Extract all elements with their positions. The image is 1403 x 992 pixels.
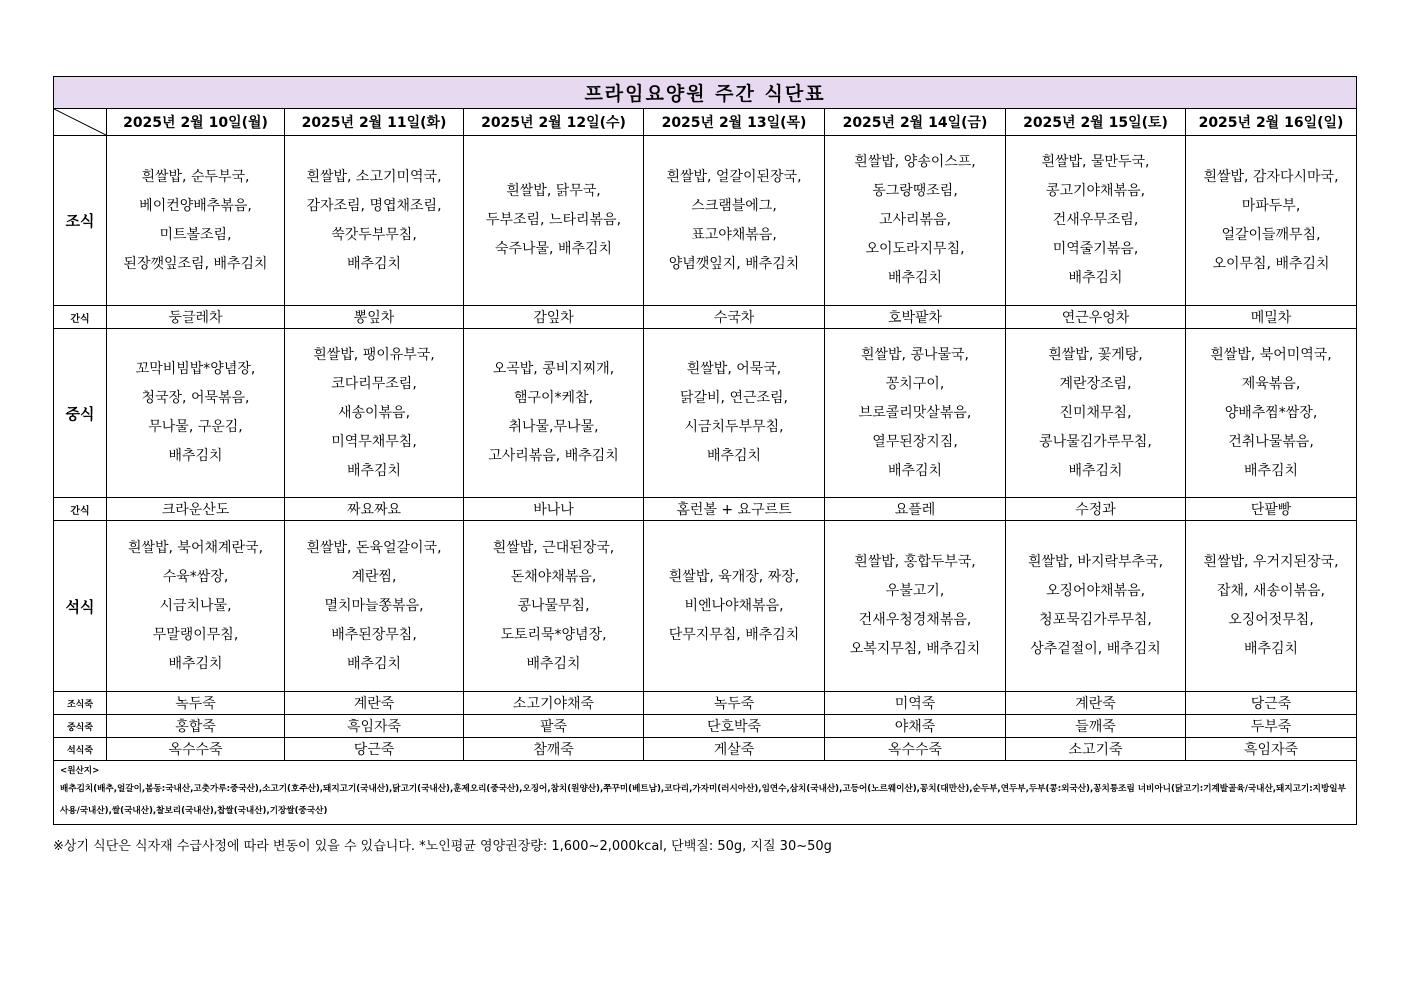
menu-item: 고사리볶음, [878, 212, 952, 228]
row-porridge_dinner [54, 738, 1357, 761]
meal-cell [1186, 136, 1357, 306]
menu-item: 된장깻잎조림, 배추김치 [123, 255, 268, 272]
corner-cell [54, 109, 107, 136]
row-label: 중식 [54, 329, 107, 498]
date-header: 2025년 2월 13일(목) [644, 109, 825, 136]
meal-cell [285, 329, 464, 498]
menu-item: 흰쌀밥, 북어채계란국, [127, 539, 264, 556]
menu-item: 배추김치 [1243, 462, 1299, 479]
menu-item: 청국장, 어묵볶음, [141, 390, 250, 406]
cell-snack_am: 연근우엉차 [1006, 306, 1186, 329]
cell-porridge_breakfast: 녹두죽 [644, 692, 825, 715]
menu-item: 우불고기, [885, 583, 945, 599]
origin-row [54, 761, 1357, 825]
menu-item: 오징어야채볶음, [1045, 583, 1146, 599]
cell-snack_am: 뽕잎차 [285, 306, 464, 329]
menu-item: 시금치나물, [159, 597, 232, 614]
cell-porridge_lunch: 단호박죽 [644, 715, 825, 738]
cell-porridge_lunch: 야채죽 [825, 715, 1006, 738]
meal-cell [1006, 329, 1186, 498]
menu-item: 쑥갓두부무침, [331, 226, 417, 243]
menu-item: 배추김치 [346, 255, 402, 272]
row-label: 석식죽 [54, 738, 107, 761]
menu-item: 흰쌀밥, 돈육얼갈이국, [306, 539, 442, 556]
date-header: 2025년 2월 12일(수) [464, 109, 644, 136]
menu-item: 브로콜리맛살볶음, [858, 404, 972, 421]
cell-snack_pm: 바나나 [464, 498, 644, 521]
menu-item: 배추김치 [887, 270, 943, 286]
cell-porridge_dinner: 흑임자죽 [1186, 738, 1357, 761]
menu-item: 스크램블에그, [691, 197, 777, 214]
menu-item: 건새우무조림, [1052, 212, 1139, 228]
menu-item: 건새우청경채볶음, [858, 612, 972, 628]
cell-porridge_breakfast: 소고기야채죽 [464, 692, 644, 715]
footnote: ※상기 식단은 식자재 수급사정에 따라 변동이 있을 수 있습니다. *노인평균 영양권장량: 1,600~2,000kcal, 단백질: 50g, 지질 30~50g [53, 839, 832, 854]
cell-porridge_dinner: 옥수수죽 [825, 738, 1006, 761]
menu-item: 배추김치 [1243, 641, 1299, 657]
menu-item: 수육*쌈장, [162, 568, 229, 585]
menu-item: 상추겉절이, 배추김치 [1030, 641, 1161, 657]
cell-snack_am: 수국차 [644, 306, 825, 329]
meal-cell [644, 329, 825, 498]
row-label: 간식 [54, 306, 107, 329]
menu-item: 마파두부, [1241, 197, 1301, 214]
meal-row-breakfast [54, 136, 1357, 306]
menu-item: 배추김치 [706, 448, 762, 464]
cell-snack_pm: 짜요짜요 [285, 498, 464, 521]
menu-item: 얼갈이들깨무침, [1221, 226, 1321, 243]
row-label: 중식죽 [54, 715, 107, 738]
meal-cell [825, 136, 1006, 306]
meal-cell [285, 521, 464, 692]
cell-porridge_dinner: 소고기죽 [1006, 738, 1186, 761]
menu-item: 흰쌀밥, 홍합두부국, [854, 554, 976, 570]
menu-item: 흰쌀밥, 소고기미역국, [306, 168, 442, 185]
row-porridge_breakfast [54, 692, 1357, 715]
menu-item: 배추김치 [526, 655, 581, 672]
date-header: 2025년 2월 14일(금) [825, 109, 1006, 136]
menu-item: 베이컨양배추볶음, [139, 197, 252, 214]
date-header: 2025년 2월 15일(토) [1006, 109, 1186, 136]
cell-porridge_breakfast: 당근죽 [1186, 692, 1357, 715]
menu-item: 흰쌀밥, 닭무국, [506, 183, 601, 199]
menu-item: 오복지무침, 배추김치 [849, 641, 981, 657]
meal-cell [107, 136, 285, 306]
cell-porridge_breakfast: 계란죽 [1006, 692, 1186, 715]
cell-snack_pm: 단팥빵 [1186, 498, 1357, 521]
menu-item: 고사리볶음, 배추김치 [488, 448, 619, 464]
menu-item: 미트볼조림, [159, 226, 232, 243]
cell-porridge_lunch: 홍합죽 [107, 715, 285, 738]
menu-item: 표고야채볶음, [691, 226, 777, 243]
menu-item: 계란찜, [351, 568, 397, 585]
menu-item: 새송이볶음, [337, 404, 411, 421]
menu-item: 흰쌀밥, 바지락부추국, [1027, 554, 1164, 570]
cell-porridge_lunch: 팥죽 [464, 715, 644, 738]
meal-cell [464, 136, 644, 306]
menu-item: 비엔나야채볶음, [684, 597, 784, 614]
menu-item: 꼬막비빔밥*양념장, [135, 361, 256, 377]
menu-item: 흰쌀밥, 우거지된장국, [1203, 554, 1339, 570]
menu-item: 무나물, 구운김, [148, 419, 243, 435]
cell-porridge_lunch: 흑임자죽 [285, 715, 464, 738]
meal-cell [825, 521, 1006, 692]
cell-snack_pm: 홈런볼 + 요구르트 [644, 498, 825, 521]
meal-cell [1186, 329, 1357, 498]
menu-item: 흰쌀밥, 근대된장국, [492, 539, 615, 556]
menu-item: 코다리무조림, [331, 375, 417, 392]
date-header: 2025년 2월 10일(월) [107, 109, 285, 136]
cell-snack_am: 감잎차 [464, 306, 644, 329]
meal-cell [825, 329, 1006, 498]
menu-item: 배추김치 [346, 462, 402, 479]
menu-item: 돈채야채볶음, [510, 568, 597, 585]
meal-cell [107, 521, 285, 692]
cell-porridge_lunch: 두부죽 [1186, 715, 1357, 738]
meal-cell [464, 329, 644, 498]
menu-item: 양배추찜*쌈장, [1224, 404, 1318, 421]
menu-item: 닭갈비, 연근조림, [679, 390, 789, 406]
cell-snack_pm: 크라운산도 [107, 498, 285, 521]
menu-item: 미역줄기볶음, [1052, 241, 1139, 257]
menu-item: 숙주나물, 배추김치 [494, 241, 613, 257]
menu-item: 단무지무침, 배추김치 [668, 626, 800, 643]
menu-item: 흰쌀밥, 어묵국, [686, 361, 782, 377]
meal-cell [1006, 136, 1186, 306]
menu-item: 흰쌀밥, 감자다시마국, [1203, 168, 1339, 185]
menu-item: 오곡밥, 콩비지찌개, [492, 361, 615, 377]
menu-item: 흰쌀밥, 순두부국, [141, 168, 250, 185]
cell-snack_am: 호박팥차 [825, 306, 1006, 329]
menu-item: 콩나물김가루무침, [1039, 433, 1152, 450]
row-label: 조식죽 [54, 692, 107, 715]
menu-item: 동그랑땡조림, [872, 183, 958, 199]
menu-item: 흰쌀밥, 꽃게탕, [1048, 346, 1143, 363]
menu-title: 프라임요양원 주간 식단표 [54, 77, 1357, 109]
menu-item: 감자조림, 명엽채조림, [306, 197, 442, 214]
menu-item: 콩나물무침, [517, 597, 590, 614]
menu-item: 흰쌀밥, 얼갈이된장국, [666, 168, 802, 185]
menu-item: 제육볶음, [1241, 375, 1301, 392]
cell-snack_am: 메밀차 [1186, 306, 1357, 329]
menu-item: 오이도라지무침, [865, 241, 965, 257]
menu-item: 계란장조림, [1059, 375, 1132, 392]
menu-item: 잡채, 새송이볶음, [1216, 583, 1326, 599]
menu-item: 콩고기야채볶음, [1045, 183, 1146, 199]
menu-item: 건취나물볶음, [1228, 433, 1314, 450]
cell-porridge_dinner: 당근죽 [285, 738, 464, 761]
menu-item: 흰쌀밥, 육개장, 짜장, [668, 568, 800, 585]
cell-porridge_dinner: 옥수수죽 [107, 738, 285, 761]
meal-cell [644, 136, 825, 306]
cell-snack_pm: 수정과 [1006, 498, 1186, 521]
menu-item: 배추된장무침, [331, 626, 417, 643]
cell-snack_pm: 요플레 [825, 498, 1006, 521]
cell-porridge_breakfast: 계란죽 [285, 692, 464, 715]
menu-item: 두부조림, 느타리볶음, [485, 212, 622, 228]
menu-item: 배추김치 [887, 462, 943, 479]
menu-item: 흰쌀밥, 콩나물국, [860, 346, 970, 363]
row-porridge_lunch [54, 715, 1357, 738]
menu-item: 배추김치 [1068, 270, 1123, 286]
menu-item: 무말랭이무침, [152, 626, 239, 643]
row-snack_pm [54, 498, 1357, 521]
menu-item: 미역무채무침, [331, 433, 417, 450]
menu-item: 도토리묵*양념장, [500, 626, 607, 643]
row-label: 석식 [54, 521, 107, 692]
meal-row-lunch [54, 329, 1357, 498]
row-label: 간식 [54, 498, 107, 521]
menu-item: 흰쌀밥, 물만두국, [1041, 154, 1150, 170]
menu-item: 오징어젓무침, [1228, 612, 1314, 628]
diagonal-line [54, 109, 106, 135]
cell-porridge_breakfast: 녹두죽 [107, 692, 285, 715]
menu-item: 취나물,무나물, [508, 419, 599, 435]
cell-porridge_lunch: 들깨죽 [1006, 715, 1186, 738]
menu-item: 오이무침, 배추김치 [1212, 255, 1330, 272]
menu-item: 흰쌀밥, 양송이스프, [854, 154, 976, 170]
menu-item: 진미채무침, [1059, 404, 1132, 421]
meal-row-dinner [54, 521, 1357, 692]
row-label: 조식 [54, 136, 107, 306]
meal-cell [107, 329, 285, 498]
menu-item: 햄구이*케찹, [513, 390, 594, 406]
menu-item: 배추김치 [346, 655, 402, 672]
menu-item: 멸치마늘쫑볶음, [324, 597, 424, 614]
meal-cell [644, 521, 825, 692]
menu-item: 흰쌀밥, 북어미역국, [1210, 346, 1332, 363]
origin-title: <원산지> [60, 766, 100, 776]
cell-snack_am: 둥글레차 [107, 306, 285, 329]
meal-cell [285, 136, 464, 306]
origin-text: 배추김치(배추,얼갈이,봄동:국내산,고춧가루:중국산),소고기(호주산),돼지고기(국내산),닭고기(국내산),훈제오리(중국산),오징어,참치(원양산),쭈꾸미(베트남),코다리,가자미(러시아산),임연수,삼치(국내산),고등어(노르웨이산),꽁치(대만산),순두부,연두부,두부(콩:외국산),꽁치통조림 너비아니(닭고기:기계발골육/국내산,돼지고기:지방일부사용/국내산),쌀(국내산),찰보리(국내산),찹쌀(국내산),기장쌀(중국산) [60, 784, 1346, 816]
date-header: 2025년 2월 16일(일) [1186, 109, 1357, 136]
weekly-menu-table [53, 76, 1357, 825]
cell-porridge_dinner: 게살죽 [644, 738, 825, 761]
row-snack_am [54, 306, 1357, 329]
menu-item: 흰쌀밥, 팽이유부국, [313, 346, 435, 363]
menu-item: 배추김치 [168, 655, 223, 672]
menu-item: 꽁치구이, [885, 375, 945, 392]
menu-item: 배추김치 [168, 448, 223, 464]
menu-item: 배추김치 [1068, 462, 1123, 479]
cell-porridge_breakfast: 미역죽 [825, 692, 1006, 715]
menu-item: 청포묵김가루무침, [1039, 612, 1152, 628]
origin-cell [54, 761, 1357, 825]
date-header: 2025년 2월 11일(화) [285, 109, 464, 136]
menu-item: 시금치두부무침, [684, 419, 784, 435]
cell-porridge_dinner: 참깨죽 [464, 738, 644, 761]
meal-cell [464, 521, 644, 692]
meal-cell [1186, 521, 1357, 692]
menu-item: 양념깻잎지, 배추김치 [668, 255, 800, 272]
meal-cell [1006, 521, 1186, 692]
menu-item: 열무된장지짐, [872, 433, 958, 450]
